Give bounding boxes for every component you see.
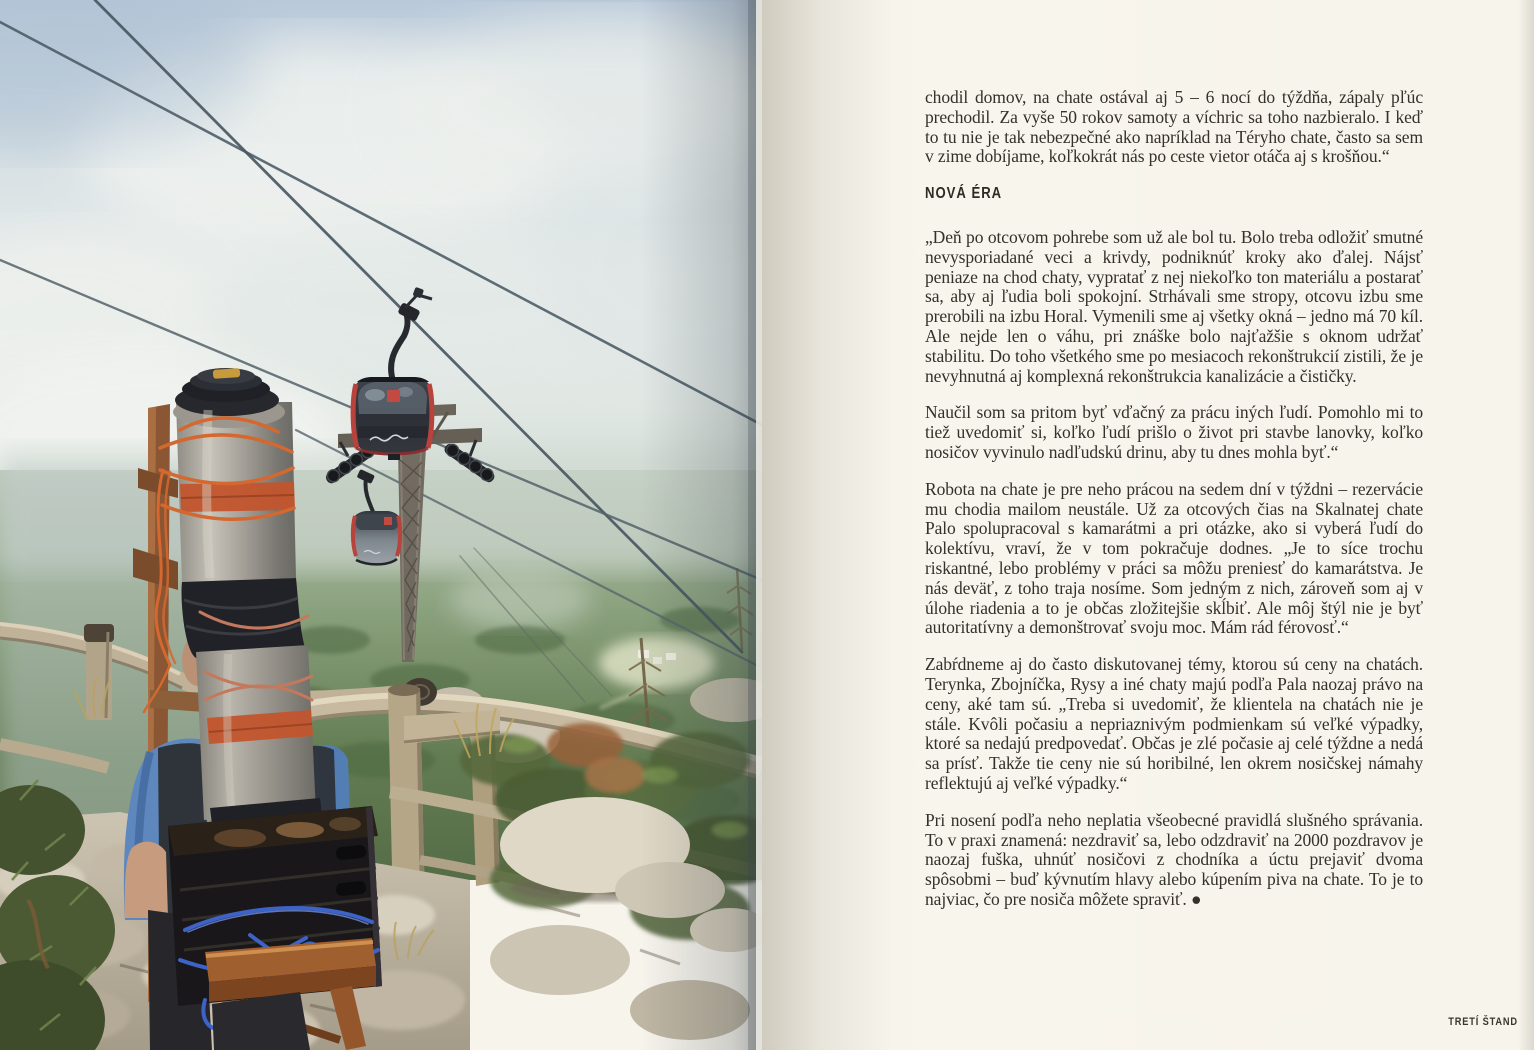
article-paragraph: Robota na chate je pre neho prácou na sedem dní v týždni – rezervácie mu chodia mailom neustále. Už za otcových čias na Skalnatej chate Palo spolupracoval s kamarátmi a pri otázke, ako si vyberá ľudí do kolektívu, vraví, že v tom pokračuje dodnes. „Je to síce trochu riskantné, lebo problémy v práci sa môžu preniesť do kamarátstva. Je nás deväť, z toho traja nosíme. Som jedným z nich, zároveň som aj v úlohe riadenia a to je občas zložitejšie skĺbiť. Ale môj štýl nie je byť autoritatívny a demonštrovať svoju moc. Mám rád férovosť.“ [925,478,1423,638]
gutter-shadow [762,0,892,1050]
text-page [762,0,1534,1050]
page-edge [1518,0,1534,1050]
keg-ring-stack [182,578,306,658]
article-column [925,88,1423,927]
running-footer: TRETÍ ŠTAND [1448,1016,1518,1028]
photo-fold-vignette [640,0,762,1050]
porter-cablecar-photo [0,0,762,1050]
photo-edge-line [748,0,756,1050]
article-paragraph: Pri nosení podľa neho neplatia všeobecné pravidlá slušného správania. To v praxi znamená: nezdraviť sa, lebo odzdraviť na 2000 pozdravov je naozaj fuška, uhnúť nosičovi z chodníka a úctu prejaviť dvoma spôsobmi – buď kývnutím hlavy alebo kúpením piva na chate. To je to najviac, čo pre nosiča môžete spraviť. ● [925,809,1423,909]
article-paragraph: „Deň po otcovom pohrebe som už ale bol tu. Bolo treba odložiť smutné nevysporiadané veci a krivdy, podniknúť kroky ako ďalej. Nájsť peniaze na chod chaty, vypratať z nej niekoľko ton materiálu a postarať sa, aby aj ľudia boli spokojní. Strhávali sme stropy, otcovu izbu sme prerobili na izbu Horal. Vymenili sme aj všetky okná – jedno má 70 kíl. Ale nejde len o váhu, pri znáške bolo najťažšie s oknom udržať stabilitu. Do toho všetkého sme po mesiacoch rekonštrukcií zistili, že je nevyhnutná aj komplexná rekonštrukcia kanalizácie a čističky. [925,226,1423,386]
photo-page [0,0,762,1050]
article-paragraph: Zabŕdneme aj do často diskutovanej témy, ktorou sú ceny na chatách. Terynka, Zbojníčka, Rysy a iné chaty majú podľa Pala naozaj právo na ceny, aké tam sú. „Treba si uvedomiť, že klientela na chatách nie je stále. Kvôli počasiu a nepriaznivým podmienkam sú veľké výpadky, ktoré sa nedajú predpovedať. Občas je zlé počasie aj celé týždne a nedá sa prísť. Takže tie ceny nie sú horibilné, len okrem nosičskej námahy reflektujú aj veľké výpadky.“ [925,654,1423,793]
article-paragraph: Naučil som sa pritom byť vďačný za prácu iných ľudí. Pomohlo mi to tiež uvedomiť si, koľko ľudí prišlo o život pri stavbe lanovky, koľko nosičov vyvinulo nadľudskú drinu, aby tu dnes mohla byť.“ [925,402,1423,462]
article-paragraph: chodil domov, na chate ostával aj 5 – 6 nocí do týždňa, zápaly pľúc prechodil. Za vyše 50 rokov samoty a víchric sa toho nazbieralo. I keď to tu nie je tak nebezpečné ako napríklad na Téryho chate, často sa sem v zime dobíjame, koľkokrát nás po ceste vietor otáča aj s krošňou.“ [925,87,1423,167]
section-heading: NOVÁ ÉRA [925,185,1003,203]
